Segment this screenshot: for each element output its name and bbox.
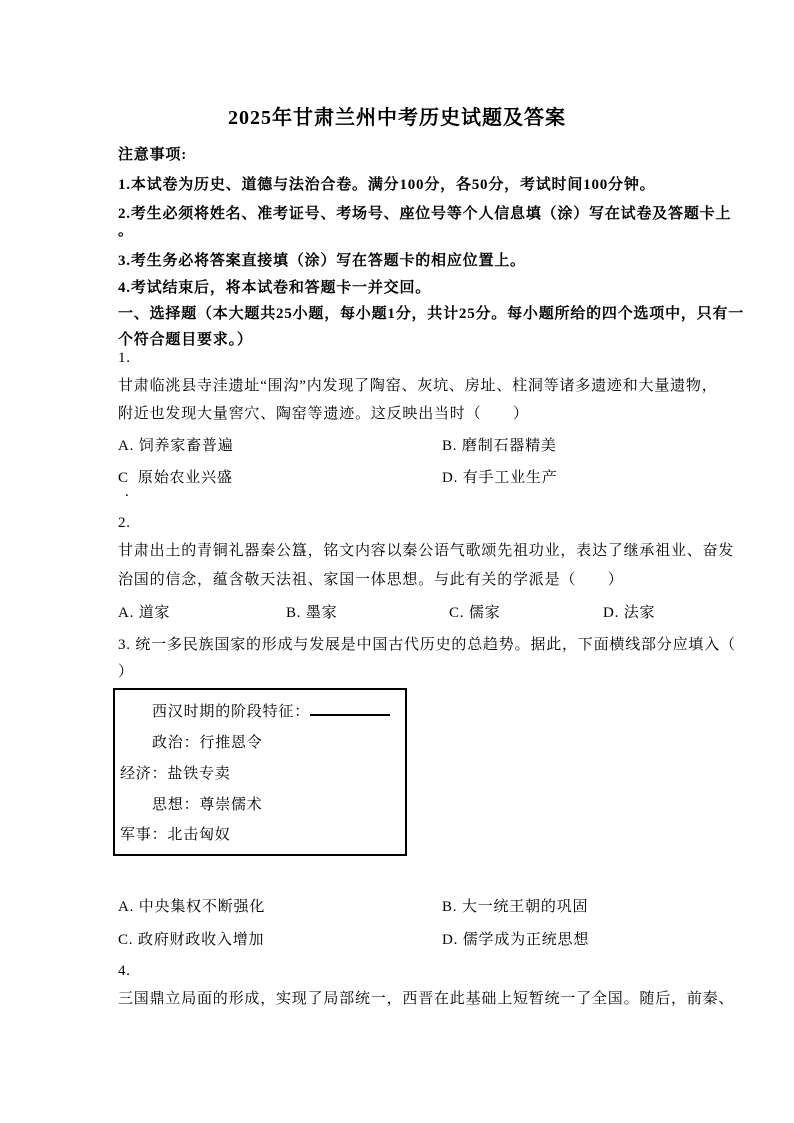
notice-item-4: 4.考试结束后，将本试卷和答题卡一并交回。 <box>118 280 432 296</box>
question-1-option-b: B. 磨制石器精美 <box>442 438 557 454</box>
question-2-stem-line-1: 甘肃出土的青铜礼器秦公簋，铭文内容以秦公语气歌颂先祖功业，表达了继承祖业、奋发 <box>118 543 735 559</box>
info-box-economy: 经济：盐铁专卖 <box>120 766 231 782</box>
question-2-option-b: B. 墨家 <box>286 605 338 621</box>
question-2-stem-line-2: 治国的信念，蕴含敬天法祖、家国一体思想。与此有关的学派是（ ） <box>118 572 624 588</box>
notice-heading: 注意事项: <box>118 147 187 163</box>
question-3-option-a: A. 中央集权不断强化 <box>118 899 266 915</box>
question-3-stem-line-1: 3. 统一多民族国家的形成与发展是中国古代历史的总趋势。据此，下面横线部分应填入（ <box>118 637 736 653</box>
question-4-number: 4. <box>118 963 131 979</box>
notice-item-2-continuation: 。 <box>118 223 134 239</box>
question-1-option-a: A. 饲养家畜普遍 <box>118 438 234 454</box>
document-title: 2025年甘肃兰州中考历史试题及答案 <box>228 107 566 129</box>
question-3-stem-line-2: ） <box>118 664 134 680</box>
question-3-option-b: B. 大一统王朝的巩固 <box>442 899 589 915</box>
notice-item-1: 1.本试卷为历史、道德与法治合卷。满分100分，各50分，考试时间100分钟。 <box>118 177 656 193</box>
question-4-stem-line-1: 三国鼎立局面的形成，实现了局部统一，西晋在此基础上短暂统一了全国。随后，前秦、 <box>118 991 735 1007</box>
question-2-option-a: A. 道家 <box>118 605 171 621</box>
section-header-line-1: 一、选择题（本大题共25小题，每小题1分，共计25分。每小题所给的四个选项中，只有一 <box>118 306 745 322</box>
info-box-military: 军事：北击匈奴 <box>120 827 231 843</box>
info-box-feature-label: 西汉时期的阶段特征： <box>152 704 311 720</box>
question-2-option-d: D. 法家 <box>603 605 656 621</box>
info-box-thought: 思想：尊崇儒术 <box>152 797 263 813</box>
notice-item-2: 2.考生必须将姓名、准考证号、考场号、座位号等个人信息填（涂）写在试卷及答题卡上 <box>118 206 732 222</box>
question-2-number: 2. <box>118 515 131 531</box>
info-box-politics: 政治：行推恩令 <box>152 735 263 751</box>
question-3-option-d: D. 儒学成为正统思想 <box>442 932 590 948</box>
info-box-feature-line <box>152 703 390 721</box>
question-1-option-c: C 原始农业兴盛 <box>118 470 233 486</box>
question-1-option-c-period: . <box>125 484 130 500</box>
question-1-number: 1. <box>118 350 131 366</box>
section-header-line-2: 个符合题目要求。） <box>118 332 253 348</box>
question-1-stem-line-2: 附近也发现大量窖穴、陶窑等遗迹。这反映出当时（ ） <box>118 406 529 422</box>
question-1-option-d: D. 有手工业生产 <box>442 470 558 486</box>
question-2-option-c: C. 儒家 <box>449 605 501 621</box>
fill-in-blank-underline <box>310 703 390 716</box>
question-3-option-c: C. 政府财政收入增加 <box>118 932 265 948</box>
question-1-stem-line-1: 甘肃临洮县寺洼遗址“围沟”内发现了陶窑、灰坑、房址、柱洞等诸多遗迹和大量遗物， <box>118 378 718 394</box>
notice-item-3: 3.考生务必将答案直接填（涂）写在答题卡的相应位置上。 <box>118 253 526 269</box>
